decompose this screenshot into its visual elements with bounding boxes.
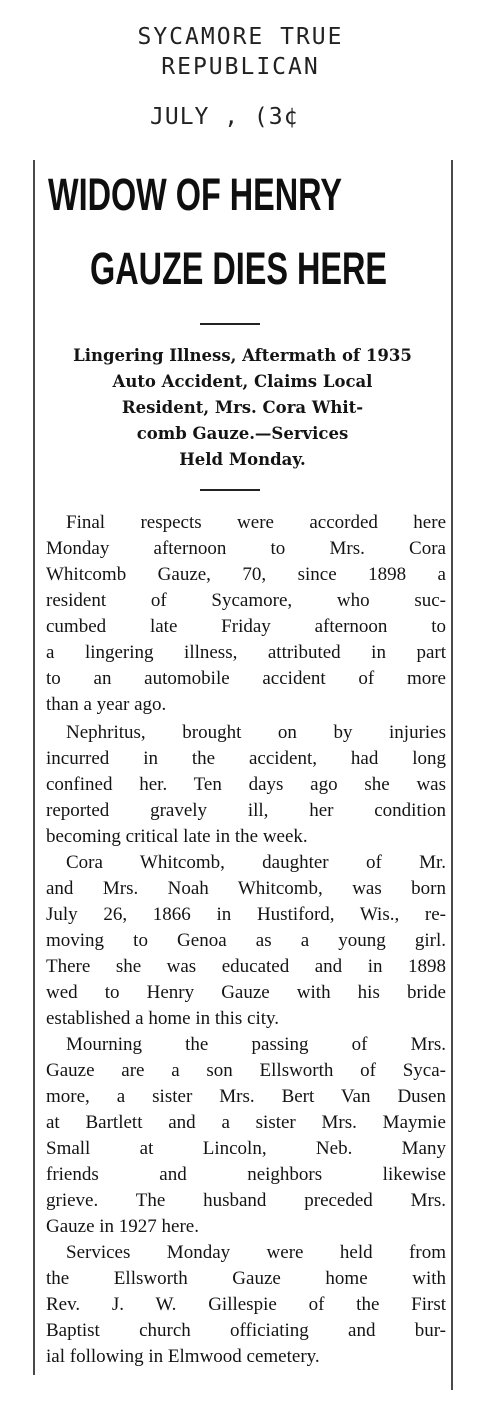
body-line: reported gravely ill, her condition bbox=[46, 800, 446, 821]
body-line: Mourning the passing of Mrs. bbox=[66, 1034, 446, 1055]
body-line: Whitcomb Gauze, 70, since 1898 a bbox=[46, 564, 446, 585]
body-line: Gauze are a son Ellsworth of Syca- bbox=[46, 1060, 446, 1081]
deck-line: Auto Accident, Claims Local bbox=[112, 372, 373, 391]
deck-line: Held Monday. bbox=[179, 450, 306, 469]
body-line: more, a sister Mrs. Bert Van Dusen bbox=[46, 1086, 446, 1107]
body-line: moving to Genoa as a young girl. bbox=[46, 930, 446, 951]
headline-line1: WIDOW OF HENRY bbox=[48, 169, 342, 220]
body-line: and Mrs. Noah Whitcomb, was born bbox=[46, 878, 446, 899]
body-line: Monday afternoon to Mrs. Cora bbox=[46, 538, 446, 559]
divider-rule bbox=[200, 323, 260, 325]
body-line: Baptist church officiating and bur- bbox=[46, 1320, 446, 1341]
stamp-paper-name-line1: SYCAMORE TRUE bbox=[137, 24, 344, 50]
body-line: Gauze in 1927 here. bbox=[46, 1216, 199, 1237]
headline-line2: GAUZE DIES HERE bbox=[90, 243, 388, 294]
divider-rule bbox=[200, 489, 260, 491]
body-line: friends and neighbors likewise bbox=[46, 1164, 446, 1185]
body-line: wed to Henry Gauze with his bride bbox=[46, 982, 446, 1003]
body-line: grieve. The husband preceded Mrs. bbox=[46, 1190, 446, 1211]
body-line: Nephritus, brought on by injuries bbox=[66, 722, 446, 743]
deck-line: Resident, Mrs. Cora Whit- bbox=[121, 398, 364, 417]
paragraph-biography bbox=[46, 850, 446, 1032]
paragraph-survivors bbox=[46, 1032, 446, 1240]
body-line: the Ellsworth Gauze home with bbox=[46, 1268, 446, 1289]
body-line: Final respects were accorded here bbox=[66, 512, 446, 533]
deck-line: Lingering Illness, Aftermath of 1935 bbox=[73, 346, 412, 365]
body-line: cumbed late Friday afternoon to bbox=[46, 616, 446, 637]
body-line: Small at Lincoln, Neb. Many bbox=[46, 1138, 446, 1159]
stamp-paper-name-line2: REPUBLICAN bbox=[161, 54, 320, 80]
body-line: There she was educated and in 1898 bbox=[46, 956, 446, 977]
subheadline-deck bbox=[34, 343, 451, 473]
body-line: a lingering illness, attributed in part bbox=[46, 642, 446, 663]
body-line: Cora Whitcomb, daughter of Mr. bbox=[66, 852, 446, 873]
body-line: becoming critical late in the week. bbox=[46, 826, 308, 847]
stamp-date: JULY , (3¢ bbox=[150, 104, 299, 130]
body-line: incurred in the accident, had long bbox=[46, 748, 446, 769]
body-line: confined her. Ten days ago she was bbox=[46, 774, 446, 795]
body-line: resident of Sycamore, who suc- bbox=[46, 590, 446, 611]
body-line: Services Monday were held from bbox=[66, 1242, 446, 1263]
body-line: July 26, 1866 in Hustiford, Wis., re- bbox=[46, 904, 446, 925]
paragraph-nephritus bbox=[46, 720, 446, 850]
deck-line: comb Gauze.—Services bbox=[136, 424, 349, 443]
column-rule-right bbox=[451, 160, 453, 1390]
paragraph-services bbox=[46, 1240, 446, 1370]
body-line: than a year ago. bbox=[46, 694, 167, 715]
body-line: to an automobile accident of more bbox=[46, 668, 446, 689]
body-line: ial following in Elmwood cemetery. bbox=[46, 1346, 320, 1367]
paragraph-final-respects bbox=[46, 510, 446, 718]
body-line: Rev. J. W. Gillespie of the First bbox=[46, 1294, 446, 1315]
body-line: established a home in this city. bbox=[46, 1008, 280, 1029]
body-line: at Bartlett and a sister Mrs. Maymie bbox=[46, 1112, 446, 1133]
